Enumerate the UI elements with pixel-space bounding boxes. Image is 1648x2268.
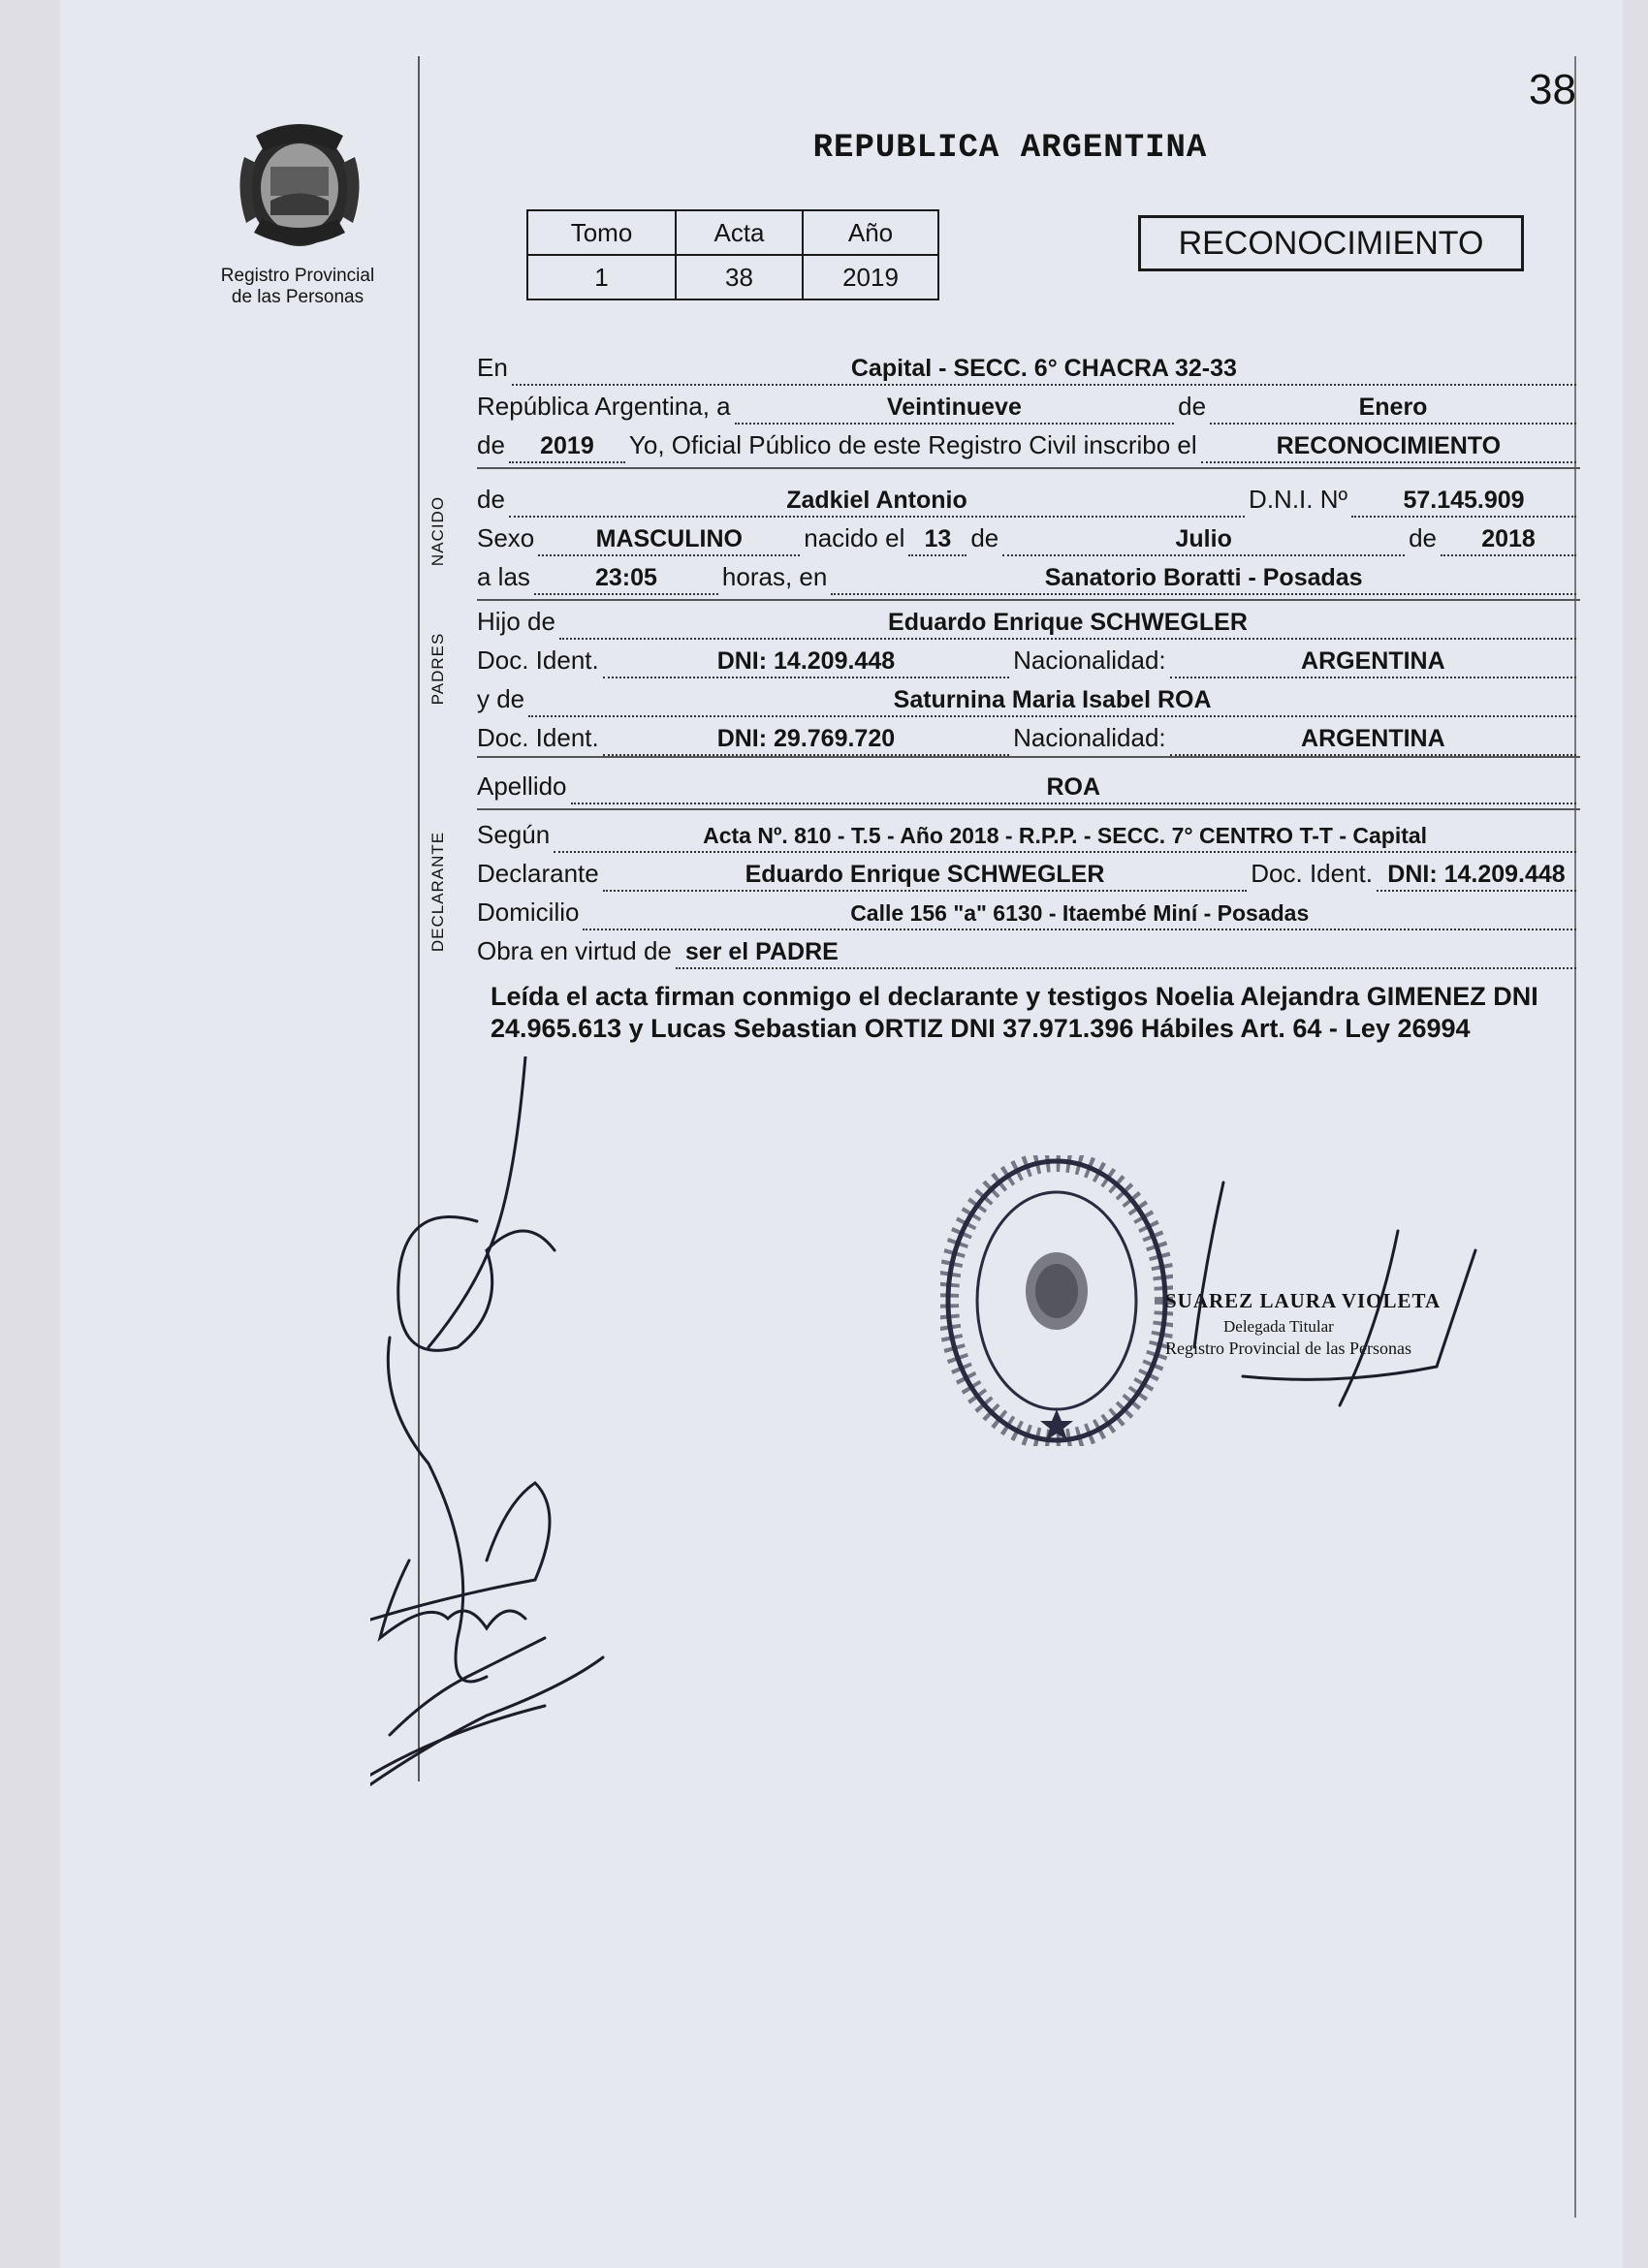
value-mes: Enero [1210,394,1576,425]
label-de-name: de [477,485,505,514]
label-hijo-de: Hijo de [477,607,555,636]
label-de-year: de [477,430,505,459]
value-declarante-doc: DNI: 14.209.448 [1377,861,1576,892]
value-padre: Eduardo Enrique SCHWEGLER [559,609,1576,640]
value-padre-nac: ARGENTINA [1170,647,1576,678]
section-divider [477,467,1580,469]
label-segun: Según [477,820,551,849]
reference-table [526,209,939,300]
label-republica: República Argentina, a [477,392,731,421]
section-divider [477,599,1580,601]
value-dni: 57.145.909 [1351,487,1576,518]
value-nac-anio: 2018 [1441,525,1576,556]
value-madre-nac: ARGENTINA [1170,725,1576,756]
official-role: Delegada Titular [1223,1317,1334,1336]
row-padre-doc [477,646,1580,678]
label-obra: Obra en virtud de [477,936,672,965]
value-nac-dia: 13 [908,525,967,556]
label-declarante: Declarante [477,859,599,888]
page-number: 38 [1529,66,1576,113]
section-divider [477,756,1580,758]
label-doc-ident-1: Doc. Ident. [477,646,599,675]
row-apellido [477,772,1580,804]
reference-table-values [527,255,938,299]
row-madre-doc [477,723,1580,756]
value-padre-doc: DNI: 14.209.448 [603,647,1009,678]
row-domicilio [477,898,1580,930]
row-fecha [477,392,1580,425]
registry-caption-line: Registro Provincial [220,266,375,286]
label-dni: D.N.I. Nº [1249,485,1347,514]
label-nacido-el: nacido el [804,523,905,552]
document-type-box: RECONOCIMIENTO [1138,215,1524,271]
value-domicilio: Calle 156 "a" 6130 - Itaembé Miní - Posadas [583,899,1576,930]
reference-table-header [527,210,938,255]
handwritten-signatures [370,1056,1631,1832]
side-label-declarante: DECLARANTE [428,831,447,953]
value-lugar: Capital - SECC. 6° CHACRA 32-33 [512,355,1576,386]
label-doc-ident-decl: Doc. Ident. [1251,859,1373,888]
value-nac-mes: Julio [1002,525,1405,556]
value-declarante: Eduardo Enrique SCHWEGLER [603,861,1248,892]
side-label-padres: PADRES [428,632,447,706]
value-madre-doc: DNI: 29.769.720 [603,725,1009,756]
value-anio: 2019 [509,432,625,463]
value-obra: ser el PADRE [676,938,1576,969]
label-domicilio: Domicilio [477,898,580,927]
label-de-month: de [1178,392,1207,421]
value-apellido: ROA [571,773,1576,804]
label-nacionalidad-1: Nacionalidad: [1013,646,1166,675]
registry-caption-line: de las Personas [231,287,364,307]
label-horas-en: horas, en [721,562,828,591]
value-hora: 23:05 [534,564,718,595]
row-obra [477,936,1580,969]
side-label-nacido: NACIDO [428,495,447,567]
value-sexo: MASCULINO [538,525,800,556]
anio-header: Año [803,210,938,255]
row-lugar [477,353,1580,386]
row-padre [477,607,1580,640]
value-dia: Veintinueve [735,394,1175,425]
label-nacionalidad-2: Nacionalidad: [1013,723,1166,752]
label-doc-ident-2: Doc. Ident. [477,723,599,752]
row-hora [477,562,1580,595]
label-a-las: a las [477,562,530,591]
section-divider [477,808,1580,810]
closing-statement: Leída el acta firman conmigo el declarante y testigos Noelia Alejandra GIMENEZ DNI 24.965.613 y Lucas Sebastian ORTIZ DNI 37.971.396 Hábiles Art. 64 - Ley 26994 [491,982,1538,1043]
row-declarante [477,859,1580,892]
row-madre [477,684,1580,717]
label-de-mes: de [970,523,999,552]
value-segun: Acta Nº. 810 - T.5 - Año 2018 - R.P.P. - SECC. 7° CENTRO T-T - Capital [554,822,1576,853]
value-acto: RECONOCIMIENTO [1201,432,1576,463]
anio-value: 2019 [803,255,938,299]
label-apellido: Apellido [477,772,567,801]
row-segun [477,820,1580,853]
provincial-emblem-icon [227,109,372,262]
document-title: REPUBLICA ARGENTINA [812,130,1208,167]
row-acto [477,430,1580,463]
tomo-header: Tomo [527,210,676,255]
official-name: SUAREZ LAURA VIOLETA [1165,1289,1442,1312]
document-page [60,0,1623,2268]
official-office: Registro Provincial de las Personas [1165,1339,1411,1358]
label-en: En [477,353,508,382]
registry-caption [196,266,399,308]
acta-value: 38 [676,255,803,299]
acta-header: Acta [676,210,803,255]
value-madre: Saturnina Maria Isabel ROA [528,686,1576,717]
row-sexo [477,523,1580,556]
value-nombre: Zadkiel Antonio [509,487,1245,518]
label-yo: Yo, Oficial Público de este Registro Civil inscribo el [628,430,1197,459]
row-nombre [477,485,1580,518]
tomo-value: 1 [527,255,676,299]
label-de-anio: de [1409,523,1437,552]
label-y-de: y de [477,684,525,713]
label-sexo: Sexo [477,523,535,552]
value-lugar-nac: Sanatorio Boratti - Posadas [831,564,1576,595]
